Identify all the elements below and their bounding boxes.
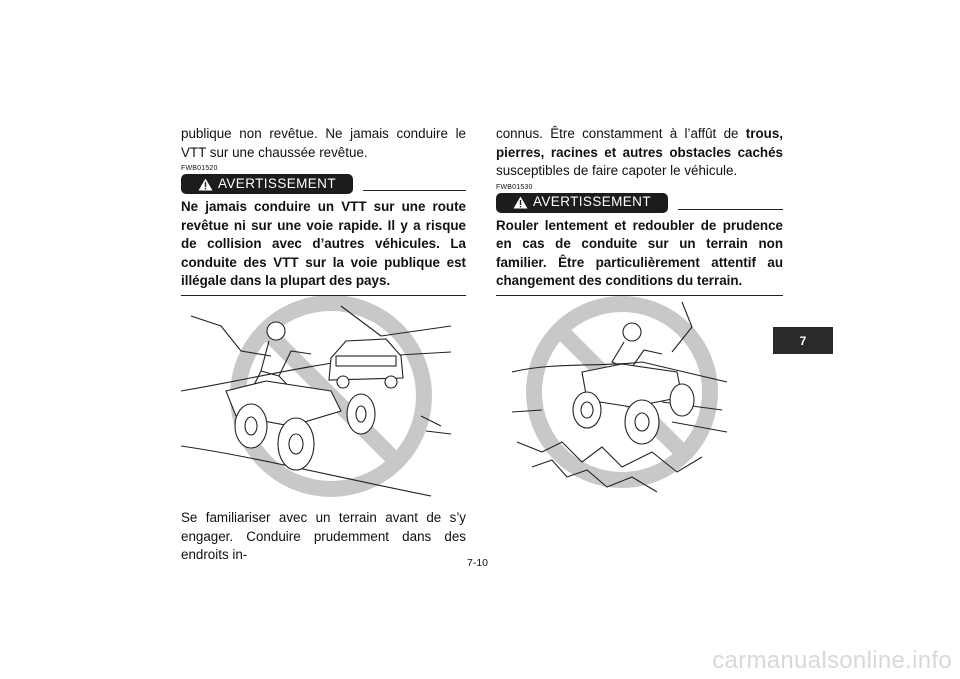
warning-rule-left	[363, 190, 466, 191]
atv-on-road-prohibited-icon	[181, 296, 466, 499]
right-intro-part1: connus. Être constamment à l’affût de	[496, 126, 746, 141]
watermark: carmanualsonline.info	[712, 647, 952, 674]
right-intro-part2: susceptibles de faire capoter le véhicule.	[496, 163, 738, 178]
warning-rule-right	[678, 209, 783, 210]
right-intro-text	[496, 125, 783, 181]
warning-text-left: Ne jamais conduire un VTT sur une route revêtue ni sur une voie rapide. Il y a risque de collision avec d’autres véhicules. La conduite des VTT sur la voie publique est illégale dans la plupart des pays.	[181, 198, 466, 296]
right-column	[496, 125, 783, 296]
warning-code-left: FWB01520	[181, 165, 218, 172]
right-intro-bold: trous, pierres, racines et autres obstacles cachés	[496, 126, 783, 160]
left-bottom-text-block	[181, 509, 466, 565]
warning-text-right: Rouler lentement et redoubler de prudence en cas de conduite sur un terrain non familier. Être particulièrement attentif au changement des conditions du terrain.	[496, 217, 783, 296]
warning-badge-left	[181, 174, 353, 194]
left-column	[181, 125, 466, 296]
left-bottom-text: Se familiariser avec un terrain avant de s’y engager. Conduire prudemment dans des endroits in-	[181, 510, 466, 562]
warning-triangle-icon	[513, 196, 528, 209]
warning-code-right: FWB01530	[496, 183, 533, 191]
left-intro-text: publique non revêtue. Ne jamais conduire le VTT sur une chaussée revêtue.	[181, 126, 466, 160]
warning-header-right	[496, 193, 783, 215]
warning-label-left: AVERTISSEMENT	[218, 175, 336, 191]
chapter-tab: 7	[773, 327, 833, 354]
atv-rough-terrain-prohibited-icon	[512, 292, 732, 499]
page-number: 7-10	[467, 557, 489, 569]
warning-badge-right	[496, 193, 668, 213]
warning-header-left	[181, 174, 466, 196]
warning-label-right: AVERTISSEMENT	[533, 194, 651, 210]
warning-triangle-icon	[198, 178, 213, 191]
